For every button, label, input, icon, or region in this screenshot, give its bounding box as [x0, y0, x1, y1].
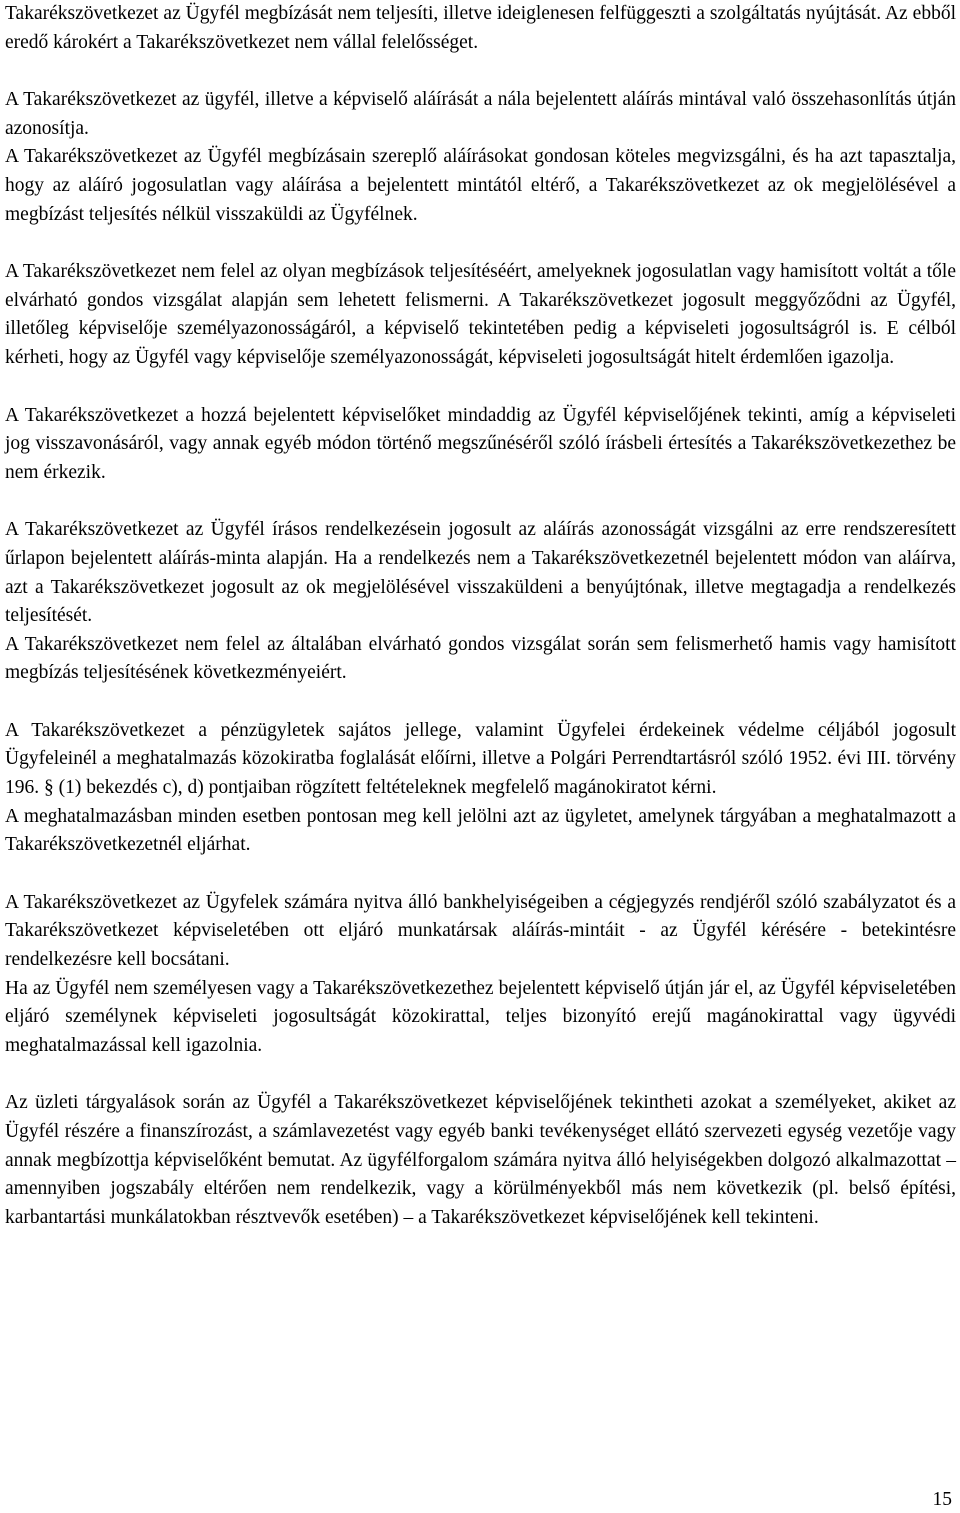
paragraph-signature-identification: A Takarékszövetkezet az ügyfél, illetve a képviselő aláírását a nála bejelentett aláírás mintával való összehasonlítás útján azonosítja.: [5, 89, 956, 139]
paragraph-suspension: Takarékszövetkezet az Ügyfél megbízását nem teljesíti, illetve ideiglenesen felfüggeszti a szolgáltatás nyújtását. Az ebből eredő károkért a Takarékszövetkezet nem vállal felelősséget.: [5, 3, 956, 53]
paragraph-no-liability: A Takarékszövetkezet nem felel az általában elvárható gondos vizsgálat során sem felismerhető hamis vagy hamisított megbízás teljesítésének következményeiért.: [5, 633, 956, 684]
paragraph-signature-check: A Takarékszövetkezet az Ügyfél megbízásain szereplő aláírásokat gondosan köteles megvizsgálni, és ha azt tapasztalja, hogy az aláíró jogosulatlan vagy aláírása a bejelentett mintától eltérő, a Takarékszövetkezet az ok megjelölésével a megbízást teljesítés nélkül visszaküldi az Ügyfélnek.: [5, 146, 956, 225]
document-page: [5, 0, 956, 1232]
paragraph-representatives: A Takarékszövetkezet a hozzá bejelentett képviselőket mindaddig az Ügyfél képviselőjének tekinti, amíg a képviseleti jog visszavonásáról, vagy annak egyéb módon történő megszűnéséről szóló írásbeli értesítés a Takarékszövetkezethez be nem érkezik.: [5, 404, 956, 483]
page-number: 15: [932, 1489, 952, 1510]
paragraph-representation-proof: Ha az Ügyfél nem személyesen vagy a Takarékszövetkezethez bejelentett képviselő útján jár el, az Ügyfél képviseletében eljáró személynek képviseleti jogosultságát közokirattal, teljes bizonyító erejű magánokirattal vagy ügyvédi meghatalmazással kell igazolnia.: [5, 977, 956, 1056]
paragraph-power-of-attorney: A Takarékszövetkezet a pénzügyletek sajátos jellege, valamint Ügyfelei érdekeinek védelme céljából jogosult Ügyfeleinél a meghatalmazás közokiratba foglalását előírni, illetve a Polgári Perrendtartásról szóló 1952. évi III. törvény 196. § (1) bekezdés c), d) pontjaiban rögzített feltételeknek megfelelő magánokiratot kérni.: [5, 719, 956, 799]
paragraph-attorney-scope: A meghatalmazásban minden esetben pontosan meg kell jelölni azt az ügyletet, amelynek tárgyában a meghatalmazott a Takarékszövetkezetnél eljárhat.: [5, 805, 956, 856]
paragraph-company-signature-rules: A Takarékszövetkezet az Ügyfelek számára nyitva álló bankhelyiségeiben a cégjegyzés rendjéről szóló szabályzatot és a Takarékszövetkezet képviseletében ott eljáró munkatársak aláírás-mintáit - az Ügyfél kérésére - betekintésre rendelkezésre kell bocsátani.: [5, 891, 956, 971]
paragraph-signature-specimen: A Takarékszövetkezet az Ügyfél írásos rendelkezésein jogosult az aláírás azonosságát vizsgálni az erre rendszeresített űrlapon bejelentett aláírás-minta alapján. Ha a rendelkezés nem a Takarékszövetkezetnél bejelentett módon van aláírva, azt a Takarékszövetkezet jogosult az ok megjelölésével visszaküldeni a benyújtónak, illetve megtagadja a rendelkezés teljesítését.: [5, 519, 956, 627]
paragraph-business-negotiations: Az üzleti tárgyalások során az Ügyfél a Takarékszövetkezet képviselőjének tekintheti azokat a személyeket, akiket az Ügyfél részére a finanszírozást, a számlavezetést vagy egyéb banki tevékenységet ellátó szervezeti egység vezetője vagy annak megbízottja képviselőként bemutat. Az ügyfélforgalom számára nyitva álló helyiségekben dolgozó alkalmazottat – amennyiben jogszabály eltérően nem rendelkezik, vagy a körülményekből más nem következik (pl. belső építési, karbantartási munkálatokban résztvevők esetében) – a Takarékszövetkezet képviselőjének kell tekinteni.: [5, 1092, 956, 1228]
paragraph-forgery-liability: A Takarékszövetkezet nem felel az olyan megbízások teljesítéséért, amelyeknek jogosulatlan vagy hamisított voltát a tőle elvárható gondos vizsgálat alapján sem lehetett felismerni. A Takarékszövetkezet jogosult meggyőződni az Ügyfél, illetőleg képviselője személyazonosságáról, a képviselő tekintetében pedig a képviseleti jogosultságról is. E célból kérheti, hogy az Ügyfél vagy képviselője személyazonosságát, képviseleti jogosultságát hitelt érdemlően igazolja.: [5, 261, 956, 368]
